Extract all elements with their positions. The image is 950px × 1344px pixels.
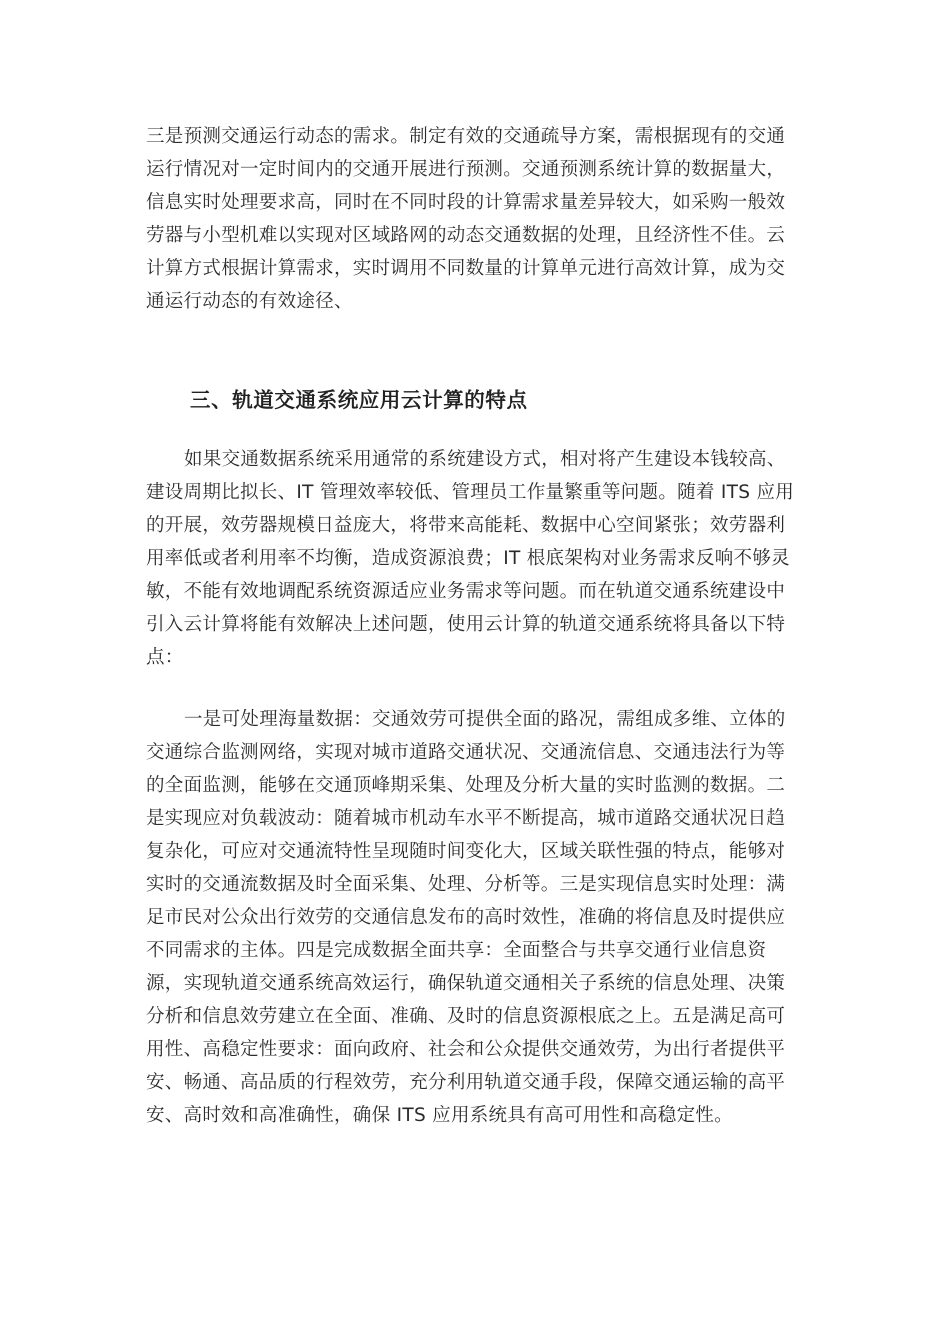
paragraph-2-line: 建设周期比拟长、IT 管理效率较低、管理员工作量繁重等问题。随着 ITS 应用 bbox=[146, 482, 795, 503]
paragraph-3-line: 不同需求的主体。四是完成数据全面共享：全面整合与共享交通行业信息资 bbox=[146, 940, 767, 961]
paragraph-2-line: 点： bbox=[146, 647, 184, 668]
paragraph-2-line: 敏，不能有效地调配系统资源适应业务需求等问题。而在轨道交通系统建设中 bbox=[146, 581, 786, 602]
paragraph-3-line: 复杂化，可应对交通流特性呈现随时间变化大，区域关联性强的特点，能够对 bbox=[146, 841, 786, 862]
paragraph-3-line: 实时的交通流数据及时全面采集、处理、分析等。三是实现信息实时处理：满 bbox=[146, 874, 786, 895]
paragraph-1-line: 信息实时处理要求高，同时在不同时段的计算需求量差异较大，如采购一般效 bbox=[146, 192, 786, 213]
paragraph-3-line: 是实现应对负载波动：随着城市机动车水平不断提高，城市道路交通状况日趋 bbox=[146, 808, 786, 829]
paragraph-2-line: 引入云计算将能有效解决上述问题，使用云计算的轨道交通系统将具备以下特 bbox=[146, 614, 786, 635]
paragraph-1-line: 计算方式根据计算需求，实时调用不同数量的计算单元进行高效计算，成为交 bbox=[146, 258, 786, 279]
paragraph-3-line: 一是可处理海量数据：交通效劳可提供全面的路况，需组成多维、立体的 bbox=[184, 709, 786, 730]
paragraph-1-line: 三是预测交通运行动态的需求。制定有效的交通疏导方案，需根据现有的交通 bbox=[146, 126, 786, 147]
section-heading: 三、轨道交通系统应用云计算的特点 bbox=[190, 388, 528, 412]
paragraph-1-line: 劳器与小型机难以实现对区域路网的动态交通数据的处理，且经济性不佳。云 bbox=[146, 225, 786, 246]
paragraph-3-line: 分析和信息效劳建立在全面、准确、及时的信息资源根底之上。五是满足高可 bbox=[146, 1006, 786, 1027]
paragraph-2-line: 如果交通数据系统采用通常的系统建设方式，相对将产生建设本钱较高、 bbox=[184, 449, 786, 470]
paragraph-3-line: 用性、高稳定性要求：面向政府、社会和公众提供交通效劳，为出行者提供平 bbox=[146, 1039, 786, 1060]
paragraph-3-line: 安、高时效和高准确性，确保 ITS 应用系统具有高可用性和高稳定性。 bbox=[146, 1105, 733, 1126]
paragraph-2-line: 用率低或者利用率不均衡，造成资源浪费；IT 根底架构对业务需求反响不够灵 bbox=[146, 548, 790, 569]
paragraph-3-line: 足市民对公众出行效劳的交通信息发布的高时效性，准确的将信息及时提供应 bbox=[146, 907, 786, 928]
paragraph-3-line: 交通综合监测网络，实现对城市道路交通状况、交通流信息、交通违法行为等 bbox=[146, 742, 786, 763]
paragraph-3-line: 安、畅通、高品质的行程效劳，充分利用轨道交通手段，保障交通运输的高平 bbox=[146, 1072, 786, 1093]
paragraph-2-line: 的开展，效劳器规模日益庞大，将带来高能耗、数据中心空间紧张；效劳器利 bbox=[146, 515, 786, 536]
paragraph-1-line: 运行情况对一定时间内的交通开展进行预测。交通预测系统计算的数据量大， bbox=[146, 159, 786, 180]
paragraph-1-line: 通运行动态的有效途径、 bbox=[146, 291, 353, 312]
paragraph-3-line: 源，实现轨道交通系统高效运行，确保轨道交通相关子系统的信息处理、决策 bbox=[146, 973, 786, 994]
paragraph-3-line: 的全面监测，能够在交通顶峰期采集、处理及分析大量的实时监测的数据。二 bbox=[146, 775, 786, 796]
